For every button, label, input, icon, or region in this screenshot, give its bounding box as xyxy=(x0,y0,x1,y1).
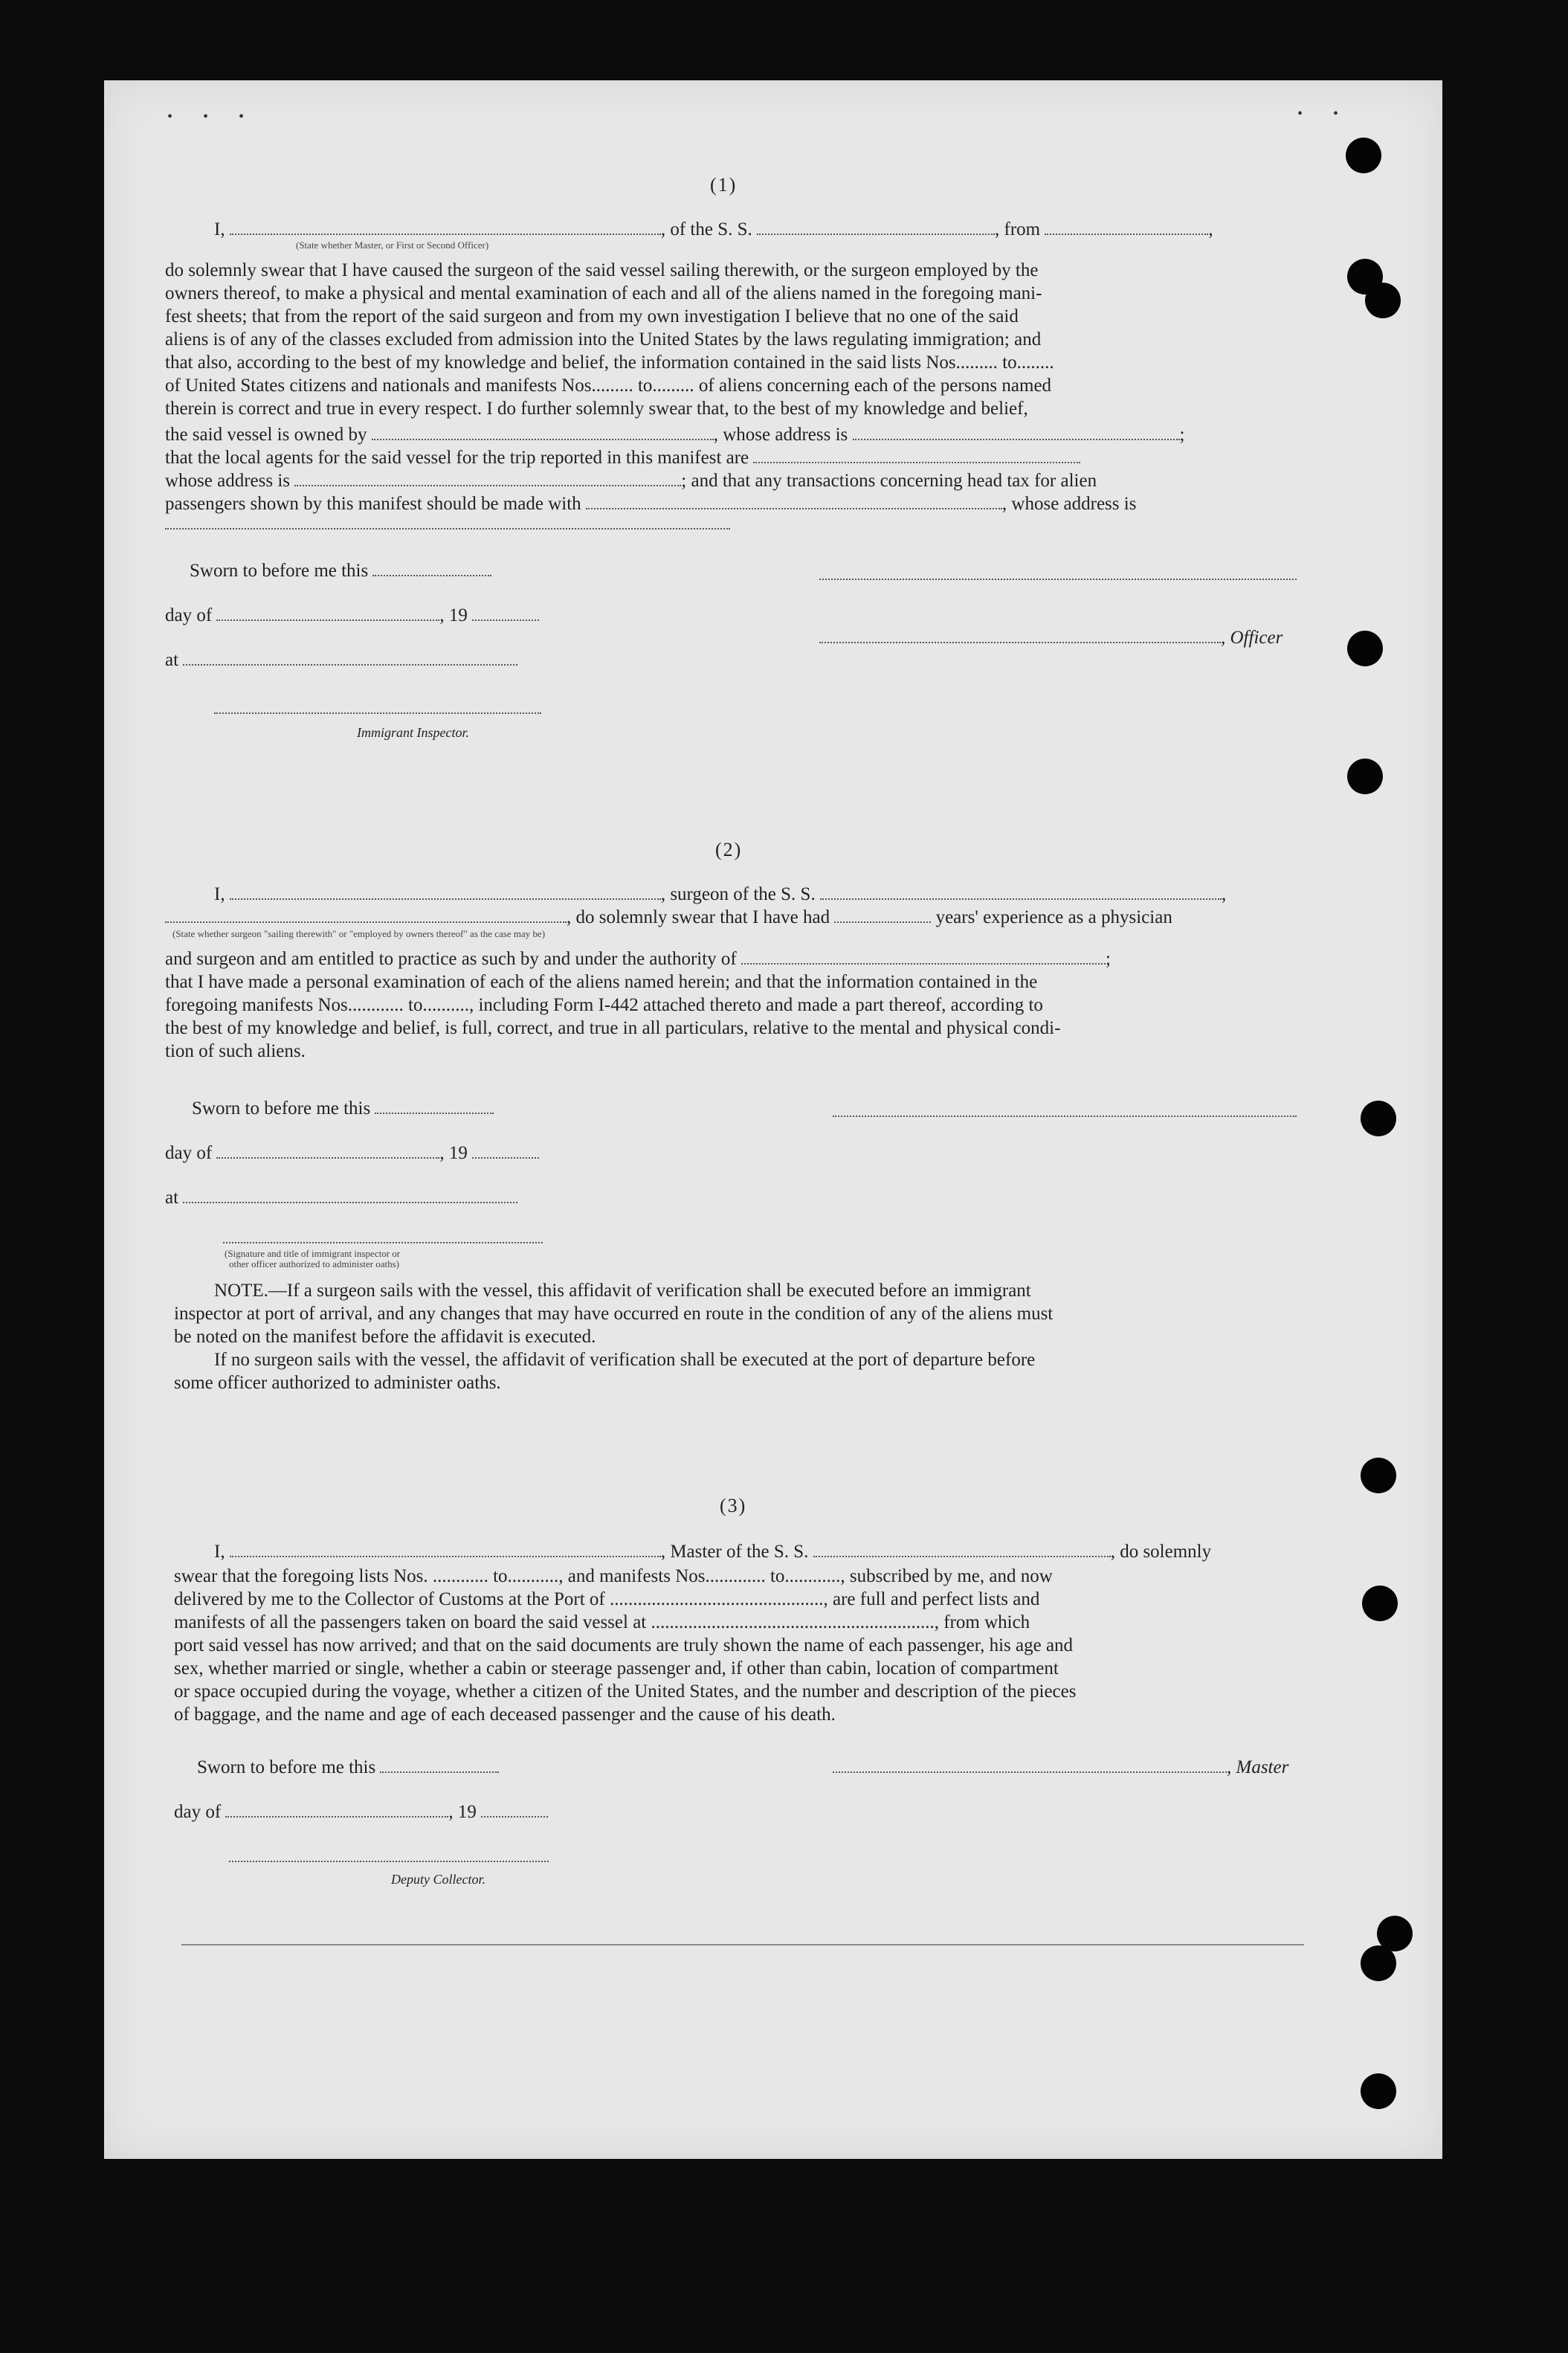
punch-hole xyxy=(1361,1945,1396,1981)
from-port-blank xyxy=(1045,220,1208,235)
punch-hole xyxy=(1361,1101,1396,1136)
note-paragraph: NOTE.—If a surgeon sails with the vessel, this affidavit of verification shall be executed before an immigrant inspector at port of arrival, and any changes that may have occurred en route in the condition of any of the aliens must be noted on the manifest before the affidavit is executed. If no surgeon sails with the vessel, the affidavit of verification shall be executed at the port of departure before some officer authorized to administer oaths. xyxy=(174,1281,1054,1393)
owned-by-line: the said vessel is owned by , whose address is ; xyxy=(165,425,1185,445)
sworn-line: Sworn to before me this xyxy=(192,1098,494,1120)
bottom-rule xyxy=(181,1942,1304,1945)
officer-signature-line: , Officer xyxy=(819,627,1283,649)
signature-blank xyxy=(833,1114,1297,1117)
section-number: (3) xyxy=(720,1495,747,1516)
at-line: at xyxy=(165,1187,517,1209)
day-of-line: day of , 19 xyxy=(165,605,539,627)
local-agents-line: that the local agents for the said vessel for the trip reported in this manifest are xyxy=(165,447,1080,469)
day-of-line: day of , 19 xyxy=(165,1142,539,1165)
signature-note: (Signature and title of immigrant inspector or xyxy=(225,1248,401,1259)
section-number: (1) xyxy=(710,174,738,196)
punch-hole xyxy=(1346,138,1381,173)
sworn-line: Sworn to before me this xyxy=(197,1757,499,1779)
corner-marks-right: • • xyxy=(1297,106,1352,122)
day-of-line: day of , 19 xyxy=(174,1801,548,1824)
signature-note: other officer authorized to administer oaths) xyxy=(229,1258,399,1269)
section-3-paragraph: swear that the foregoing lists Nos. ............ to..........., and manifests Nos............. to............, subscribed by me, and now delivered by me to the Collector of Customs at the Port of .............................................., are full and perfect lists and manifests of all the passengers taken on board the said vessel at ............................................................., from which port said vessel has now arrived; and that on the said documents are truly shown the name of each passenger, his age and sex, whether married or single, whether a cabin or steerage passenger and, if other than cabin, location of compartment or space occupied during the voyage, whether a citizen of the United States, and the number and description of the pieces of baggage, and the name and age of each deceased passenger and the cause of his death. xyxy=(174,1566,1077,1725)
master-line: I, , Master of the S. S. , do solemnly xyxy=(214,1542,1212,1562)
punch-hole xyxy=(1361,1458,1396,1493)
inspector-label: Immigrant Inspector. xyxy=(357,725,469,740)
collector-label: Deputy Collector. xyxy=(391,1872,485,1887)
corner-marks-left: • • • xyxy=(167,109,258,125)
section-1-paragraph: do solemnly swear that I have caused the surgeon of the said vessel sailing therewith, or the surgeon employed by the owners thereof, to make a physical and mental examination of each and all of the aliens named in the foregoing mani- fest sheets; that from the report of the said surgeon and from my own investigation I believe that no one of the said aliens is of any of the classes excluded from admission into the United States by the laws regulating immigration; and that also, according to the best of my knowledge and belief, the information contained in the said lists Nos......... to........ of United States citizens and nationals and manifests Nos......... to......... of aliens concerning each of the persons named therein is correct and true in every respect. I do further solemnly swear that, to the best of my knowledge and belief, xyxy=(165,260,1054,419)
section-2-paragraph: and surgeon and am entitled to practice as such by and under the authority of ; that I have made a personal examination of each of the aliens named herein; and that the information contained in the foregoing manifests Nos............ to.........., including Form I-442 attached thereto and made a part thereof, according to the best of my knowledge and belief, is full, correct, and true in all particulars, relative to the mental and physical condi- tion of such aliens. xyxy=(165,949,1111,1061)
sworn-line: Sworn to before me this xyxy=(190,560,491,582)
surgeon-note: (State whether surgeon "sailing therewith" or "employed by owners thereof" as the case may be) xyxy=(172,928,546,939)
punch-hole xyxy=(1347,759,1383,794)
section-number: (2) xyxy=(715,839,743,860)
address-blank xyxy=(165,527,730,529)
surgeon-line: I, , surgeon of the S. S. , xyxy=(214,884,1227,904)
officer-line: I, , of the S. S. , from , xyxy=(214,219,1213,239)
inspector-signature-blank xyxy=(214,711,541,714)
document-page xyxy=(104,80,1442,2159)
master-signature-line: , Master xyxy=(833,1757,1288,1779)
officer-note: (State whether Master, or First or Second Officer) xyxy=(296,239,489,251)
ship-name-blank xyxy=(757,220,995,235)
transactions-line: whose address is ; and that any transactions concerning head tax for alien xyxy=(165,471,1097,491)
collector-signature-blank xyxy=(229,1859,549,1862)
officer-name-blank xyxy=(230,220,661,235)
punch-hole xyxy=(1362,1586,1398,1621)
punch-hole xyxy=(1365,283,1401,318)
punch-hole xyxy=(1347,631,1383,666)
at-line: at xyxy=(165,649,517,672)
passengers-line: passengers shown by this manifest should be made with , whose address is xyxy=(165,494,1137,514)
experience-line: , do solemnly swear that I have had years' experience as a physician xyxy=(165,907,1172,929)
signature-blank xyxy=(819,577,1297,580)
punch-hole xyxy=(1361,2073,1396,2109)
authorized-signature-blank xyxy=(223,1240,543,1243)
